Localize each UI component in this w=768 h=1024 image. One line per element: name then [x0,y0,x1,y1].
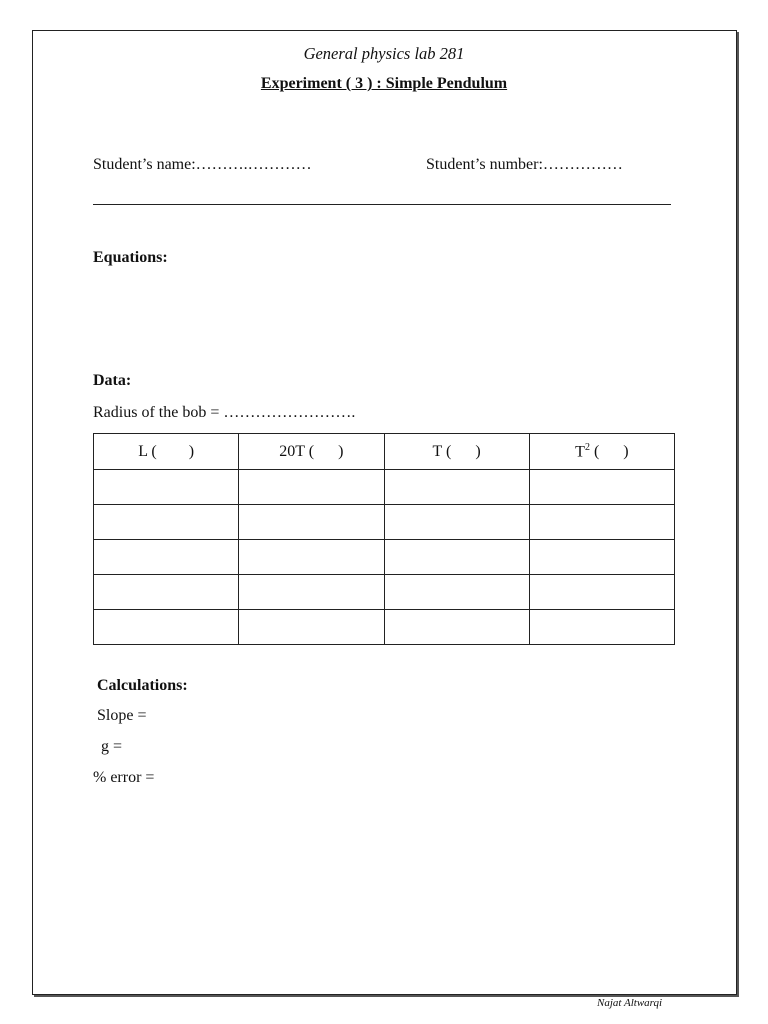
course-title: General physics lab 281 [303,44,465,63]
table-cell[interactable] [529,540,674,575]
table-cell[interactable] [529,505,674,540]
col-superscript: 2 [584,441,590,453]
col-header-t [384,434,529,470]
col-symbol: L [138,442,148,460]
table-cell[interactable] [239,505,384,540]
table-cell[interactable] [239,540,384,575]
col-symbol: 20T [279,442,305,460]
table-cell[interactable] [239,610,384,645]
table-header-row [94,434,675,470]
table-cell[interactable] [384,470,529,505]
table-cell[interactable] [94,470,239,505]
col-header-t-squared [529,434,674,470]
table-cell[interactable] [239,575,384,610]
col-unit: ( ) [308,442,344,460]
table-cell[interactable] [94,610,239,645]
table-cell[interactable] [529,610,674,645]
col-unit: ( ) [446,442,481,460]
divider-line [93,204,671,205]
col-symbol: T [575,443,585,461]
student-number-field[interactable]: Student’s number:…………… [426,156,623,173]
author-footer: Najat Altwarqi [597,997,663,1009]
table-cell[interactable] [384,575,529,610]
data-table [93,433,675,645]
student-name-field[interactable]: Student’s name:……….………… [93,156,312,173]
table-cell[interactable] [94,505,239,540]
table-cell[interactable] [94,540,239,575]
experiment-title: Experiment ( 3 ) : Simple Pendulum [260,75,508,92]
table-row [94,575,675,610]
col-unit: ( ) [593,443,629,461]
percent-error-field[interactable]: % error = [93,769,155,786]
table-row [94,610,675,645]
calculations-heading: Calculations: [97,677,188,694]
table-row [94,470,675,505]
data-heading: Data: [93,372,132,389]
col-header-length [94,434,239,470]
g-field[interactable]: g = [101,738,123,755]
slope-field[interactable]: Slope = [97,707,147,724]
equations-heading: Equations: [93,249,168,266]
table-cell[interactable] [384,505,529,540]
table-cell[interactable] [529,470,674,505]
table-cell[interactable] [384,610,529,645]
table-cell[interactable] [94,575,239,610]
table-row [94,505,675,540]
col-unit: ( ) [151,442,195,460]
table-cell[interactable] [239,470,384,505]
col-symbol: T [432,442,443,460]
col-header-20t [239,434,384,470]
table-row [94,540,675,575]
table-cell[interactable] [384,540,529,575]
radius-field[interactable]: Radius of the bob = ……………………. [93,404,356,421]
table-cell[interactable] [529,575,674,610]
